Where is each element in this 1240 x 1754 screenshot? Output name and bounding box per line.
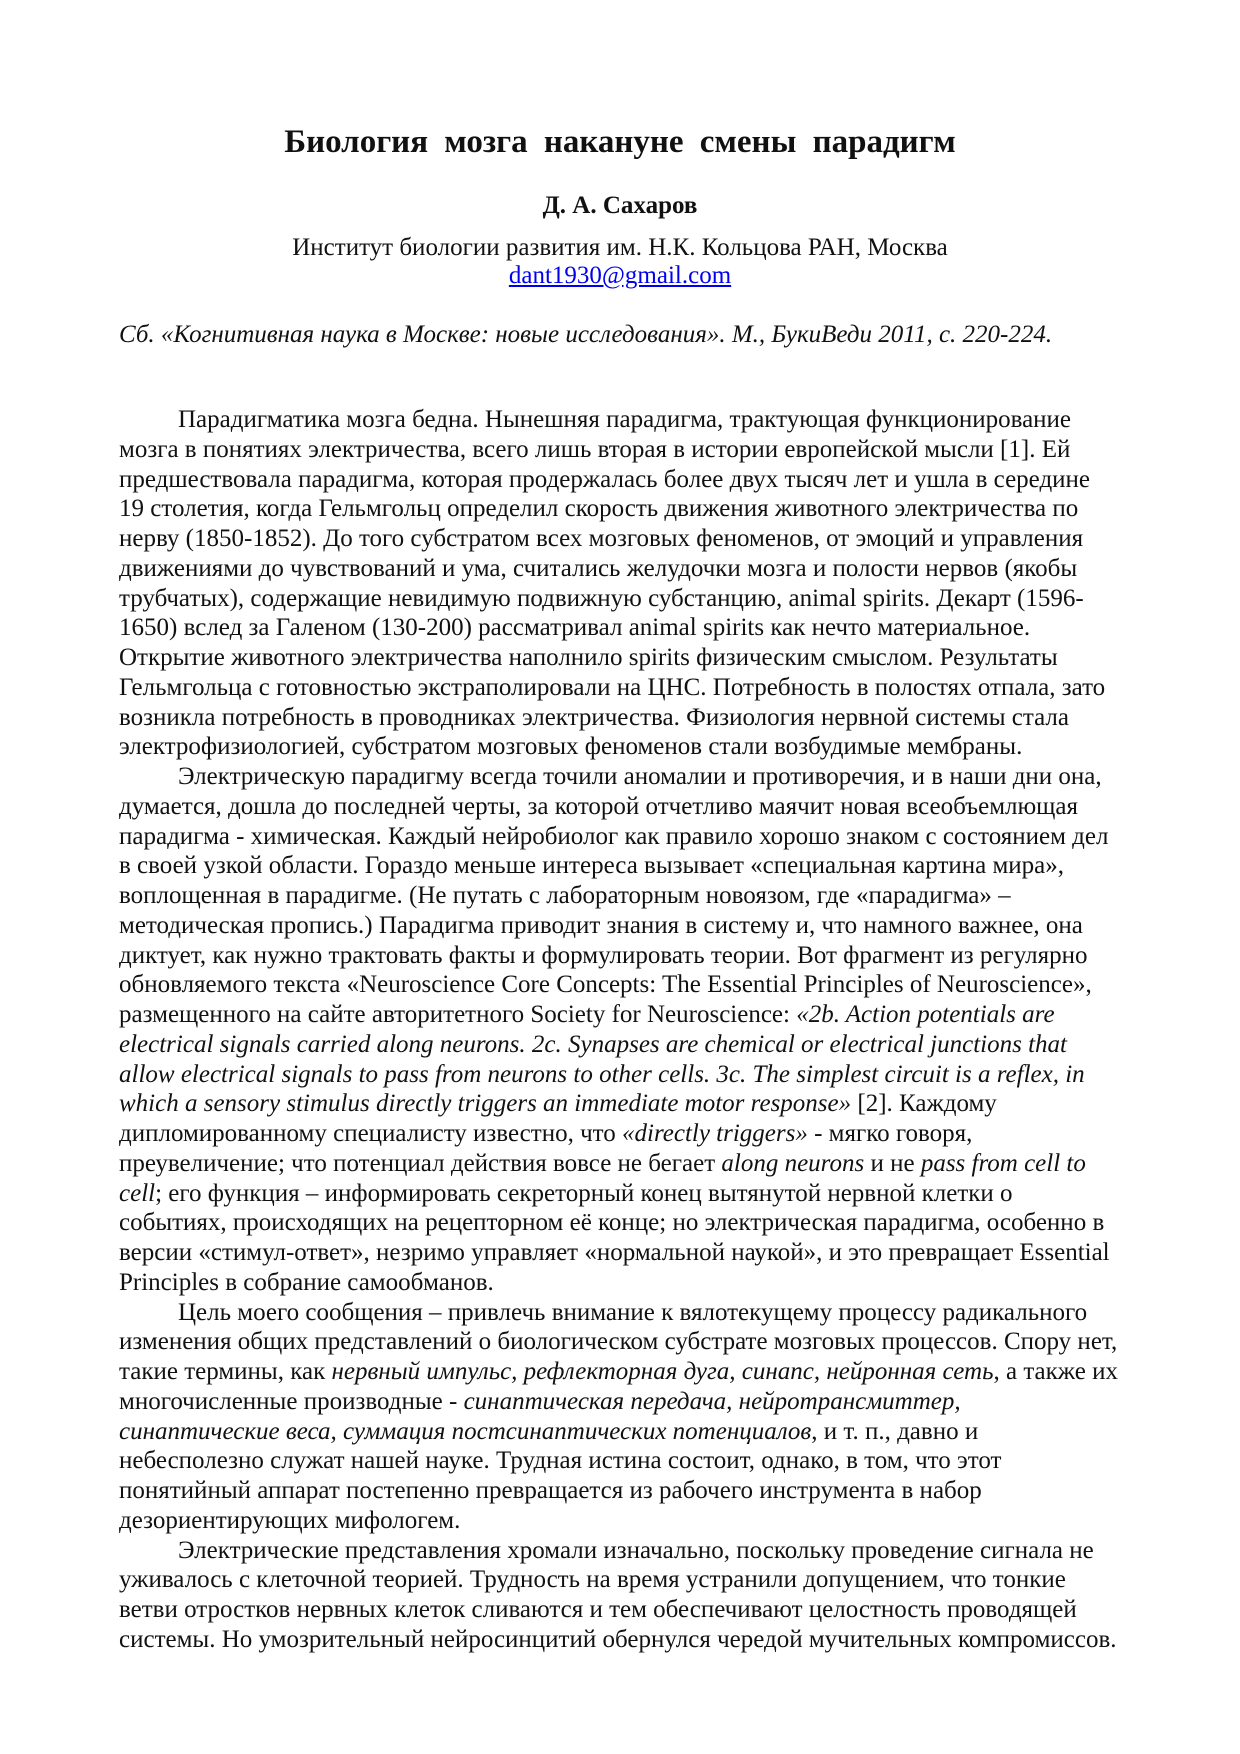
text-segment: трубчатых), содержащие невидимую подвижную субстанцию, animal spirits. Декарт (1596- <box>119 584 1084 612</box>
italic-text: electrical signals carried along neurons. 2c. Synapses are chemical or electrical junctions that <box>119 1030 1067 1058</box>
text-segment: уживалось с клеточной теорией. Трудность на время устранили допущением, что тонкие <box>119 1566 1066 1594</box>
text-segment: методическая пропись.) Парадигма приводит знания в систему и, что намного важнее, она <box>119 911 1083 939</box>
italic-text: синаптические веса, суммация постсинаптических потенциалов <box>119 1417 812 1445</box>
text-line <box>119 1357 1130 1387</box>
italic-text: cell <box>119 1179 156 1207</box>
email-link[interactable]: dant1930@gmail.com <box>508 262 732 289</box>
text-line <box>119 613 1130 643</box>
text-line <box>119 1119 1130 1149</box>
text-line <box>119 1060 1130 1090</box>
text-segment: [2]. Каждому <box>851 1090 997 1118</box>
text-line <box>119 643 1130 673</box>
italic-text: which a sensory stimulus directly triggers an immediate motor response» <box>119 1090 852 1118</box>
text-segment: изменения общих представлений о биологическом субстрате мозговых процессов. Спору нет, <box>119 1328 1118 1356</box>
author-affiliation: Институт биологии развития им. Н.К. Кольцова РАН, Москва <box>292 234 948 261</box>
text-line <box>119 1030 1130 1060</box>
text-segment: понятийный аппарат постепенно превращается из рабочего инструмента в набор <box>119 1477 982 1504</box>
text-segment: ветви отростков нервных клеток сливаются и тем обеспечивают целостность проводящей <box>119 1596 1077 1623</box>
text-segment: мозга в понятиях электричества, всего лишь вторая в истории европейской мысли [1]. Ей <box>119 435 1071 463</box>
text-line <box>119 673 1130 703</box>
text-line <box>119 1000 1130 1030</box>
text-segment: обновляемого текста «Neuroscience Core Concepts: The Essential Principles of Neuroscience», <box>119 971 1092 999</box>
text-line <box>119 822 1130 852</box>
text-segment: небесполезно служат нашей науке. Трудная истина состоит, однако, в том, что этот <box>119 1447 1002 1475</box>
text-line <box>119 911 1130 941</box>
text-line <box>119 732 1130 762</box>
text-line <box>119 465 1130 495</box>
text-line <box>119 524 1130 554</box>
text-segment: возникла потребность в проводниках электричества. Физиология нервной системы стала <box>119 703 1069 731</box>
text-segment: , и т. п., давно и <box>811 1417 979 1445</box>
text-line <box>119 851 1130 881</box>
text-segment: парадигма - химическая. Каждый нейробиолог как правило хорошо знаком с состоянием дел <box>119 822 1109 850</box>
text-line <box>119 435 1130 465</box>
text-line <box>119 762 1130 792</box>
text-line <box>119 1298 1130 1328</box>
paragraph <box>119 762 1130 1298</box>
text-line <box>119 405 1130 435</box>
text-segment: событиях, происходящих на рецепторном её конце; но электрическая парадигма, особенно в <box>119 1209 1105 1237</box>
text-line <box>119 1417 1130 1447</box>
italic-text: «2b. Action potentials are <box>796 1001 1055 1028</box>
text-line <box>119 554 1130 584</box>
text-segment: Парадигматика мозга бедна. Нынешняя парадигма, трактующая функционирование <box>178 406 1072 433</box>
text-segment: дипломированному специалисту известно, что <box>119 1120 622 1147</box>
italic-text: allow electrical signals to pass from neurons to other cells. 3c. The simplest circuit is a reflex, in <box>119 1060 1085 1088</box>
text-segment: электрофизиологией, субстратом мозговых феноменов стали возбудимые мембраны. <box>119 733 1023 761</box>
text-segment: - мягко говоря, <box>807 1120 973 1147</box>
text-segment: 1650) вслед за Галеном (130-200) рассматривал animal spirits как нечто материальное. <box>119 614 1031 642</box>
text-segment: воплощенная в парадигме. (Не путать с лабораторным новоязом, где «парадигма» – <box>119 882 1011 909</box>
text-segment: такие термины, как <box>119 1358 332 1385</box>
text-line <box>119 1268 1130 1298</box>
text-line <box>119 1446 1130 1476</box>
text-segment: предшествовала парадигма, которая продержалась более двух тысяч лет и ушла в середине <box>119 465 1091 493</box>
text-segment: дезориентирующих мифологем. <box>119 1506 461 1534</box>
text-segment: размещенного на сайте авторитетного Society for Neuroscience: <box>119 1001 797 1028</box>
text-line <box>119 1595 1130 1625</box>
text-line <box>119 1327 1130 1357</box>
text-segment: преувеличение; что потенциал действия вовсе не бегает <box>119 1149 722 1177</box>
text-segment: и не <box>864 1149 921 1177</box>
italic-text: синаптическая передача, нейротрансмиттер, <box>463 1387 961 1415</box>
italic-text: along neurons <box>721 1149 865 1177</box>
text-line <box>119 792 1130 822</box>
text-line <box>119 1149 1130 1179</box>
text-segment: Открытие животного электричества наполнило spirits физическим смыслом. Результаты <box>119 644 1058 671</box>
author-name: Д. А. Сахаров <box>542 192 698 219</box>
text-line <box>119 1536 1130 1566</box>
text-segment: , а также их <box>993 1358 1118 1385</box>
italic-text: нервный импульс, рефлекторная дуга, синапс, нейронная сеть <box>331 1358 994 1385</box>
text-line <box>119 941 1130 971</box>
text-line <box>119 1179 1130 1209</box>
text-line <box>119 1625 1130 1655</box>
text-segment: нерву (1850-1852). До того субстратом всех мозговых феноменов, от эмоций и управления <box>119 525 1084 552</box>
text-segment: Цель моего сообщения – привлечь внимание к вялотекущему процессу радикального <box>178 1298 1088 1326</box>
text-line <box>119 703 1130 733</box>
text-line <box>119 584 1130 614</box>
paragraph <box>119 1298 1130 1536</box>
text-line <box>119 1089 1130 1119</box>
citation: Сб. «Когнитивная наука в Москве: новые исследования». М., БукиВеди 2011, с. 220-224. <box>119 321 1053 348</box>
text-segment: думается, дошла до последней черты, за которой отчетливо маячит новая всеобъемлющая <box>119 792 1079 820</box>
text-line <box>119 1387 1130 1417</box>
document-title: Биология мозга накануне смены парадигм <box>284 124 956 160</box>
text-line <box>119 1238 1130 1268</box>
paragraph <box>119 1536 1130 1655</box>
text-line <box>119 1506 1130 1536</box>
text-segment: диктует, как нужно трактовать факты и формулировать теории. Вот фрагмент из регулярно <box>119 941 1088 969</box>
text-line <box>119 1476 1130 1506</box>
text-segment: системы. Но умозрительный нейросинцитий обернулся чередой мучительных компромиссов. <box>119 1625 1117 1653</box>
text-segment: движениями до чувствований и ума, считались желудочки мозга и полости нервов (якобы <box>119 554 1078 582</box>
text-line <box>119 970 1130 1000</box>
text-segment: Principles в собрание самообманов. <box>119 1268 494 1296</box>
text-line <box>119 881 1130 911</box>
text-segment: 19 столетия, когда Гельмгольц определил скорость движения животного электричества по <box>119 495 1079 523</box>
text-line <box>119 1565 1130 1595</box>
italic-text: pass from cell to <box>920 1149 1086 1177</box>
text-line <box>119 1208 1130 1238</box>
text-segment: в своей узкой области. Гораздо меньше интереса вызывает «специальная картина мира», <box>119 852 1065 880</box>
paragraph <box>119 405 1130 762</box>
text-segment: Электрические представления хромали изначально, поскольку проведение сигнала не <box>178 1536 1094 1564</box>
article-body <box>119 405 1130 1655</box>
text-line <box>119 494 1130 524</box>
text-segment: версии «стимул-ответ», незримо управляет «нормальной наукой», и это превращает Essential <box>119 1239 1110 1266</box>
text-segment: многочисленные производные - <box>119 1387 464 1415</box>
italic-text: «directly triggers» <box>622 1120 808 1147</box>
text-segment: ; его функция – информировать секреторный конец вытянутой нервной клетки о <box>155 1179 1013 1207</box>
text-segment: Электрическую парадигму всегда точили аномалии и противоречия, и в наши дни она, <box>178 763 1102 790</box>
text-segment: Гельмгольца с готовностью экстраполировали на ЦНС. Потребность в полостях отпала, зато <box>119 673 1106 701</box>
